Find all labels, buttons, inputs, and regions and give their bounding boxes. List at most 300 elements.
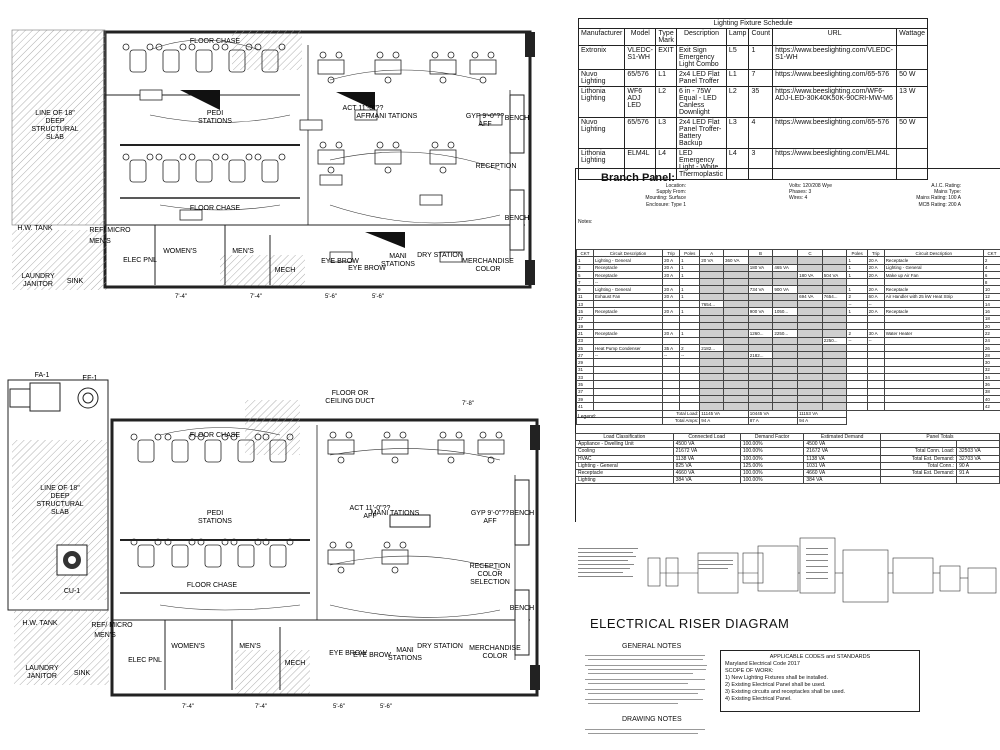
branch-cell: 29 xyxy=(577,359,594,366)
total-load-value: 11145 VA xyxy=(700,410,748,417)
schedule-cell: https://www.beeslighting.com/ELM4L xyxy=(773,149,897,180)
floor-plan-upper xyxy=(0,20,560,300)
panel-total-value: 91 A xyxy=(957,469,1000,476)
plan1-room-label: FLOOR CHASE xyxy=(189,38,241,45)
branch-cell: 504 VA xyxy=(822,271,847,278)
load-class-header: Load Classification xyxy=(576,434,674,441)
branch-cell xyxy=(867,352,884,359)
total-amps-label: Total Amps: xyxy=(663,417,700,424)
branch-label: Wires: 4 xyxy=(789,195,808,202)
branch-cell: 11 xyxy=(577,293,594,300)
branch-row xyxy=(577,330,1000,337)
branch-cell xyxy=(822,366,847,373)
branch-notes: Notes: xyxy=(578,219,593,225)
branch-cell xyxy=(798,279,823,286)
branch-cell xyxy=(700,286,724,293)
schedule-cell: https://www.beeslighting.com/65-576 xyxy=(773,70,897,87)
plan1-room-label: ELEC PNL xyxy=(123,257,157,264)
branch-header: CKT xyxy=(577,250,594,257)
schedule-cell: L1 xyxy=(656,70,677,87)
codes-line: 3) Existing circuits and receptacles shall be used. xyxy=(725,689,846,695)
branch-cell: 35 A xyxy=(663,344,680,351)
codes-title: APPLICABLE CODES and STANDARDS xyxy=(769,654,871,660)
branch-cell: Lighting - General xyxy=(593,257,662,264)
plan1-room-label: MEN'S xyxy=(89,238,111,245)
branch-cell xyxy=(884,344,983,351)
total-load-value: 11153 VA xyxy=(798,410,847,417)
schedule-row xyxy=(579,118,928,149)
branch-cell: 2250... xyxy=(822,337,847,344)
branch-label: Enclosure: Type 1 xyxy=(646,201,686,208)
general-notes-lines xyxy=(580,653,715,713)
schedule-cell: Lithonia Lighting xyxy=(579,149,625,180)
branch-cell: -- xyxy=(593,279,662,286)
branch-cell: 36 xyxy=(983,381,1000,388)
load-class-cell xyxy=(957,441,1000,448)
branch-cell xyxy=(798,257,823,264)
schedule-cell: L4 xyxy=(726,149,749,180)
pedi-chair xyxy=(263,539,293,567)
branch-cell xyxy=(773,381,798,388)
drawing-notes-lines xyxy=(580,727,715,747)
branch-header: C xyxy=(798,250,823,257)
schedule-header: Model xyxy=(625,29,656,46)
plan1-room-label: EYE BROW xyxy=(321,258,359,265)
load-class-cell: 125.00% xyxy=(740,462,804,469)
pedi-chair xyxy=(222,154,252,182)
branch-cell: -- xyxy=(593,352,662,359)
branch-cell xyxy=(680,395,700,402)
branch-cell: 15 xyxy=(577,308,594,315)
branch-cell xyxy=(724,403,749,410)
pedi-chair xyxy=(131,539,161,567)
schedule-cell: Nuvo Lighting xyxy=(579,118,625,149)
branch-row xyxy=(577,308,1000,315)
branch-cell xyxy=(680,403,700,410)
branch-cell: -- xyxy=(847,301,867,308)
schedule-cell: 35 xyxy=(749,87,773,118)
branch-cell xyxy=(748,395,773,402)
branch-cell xyxy=(867,381,884,388)
branch-cell: 7654... xyxy=(822,293,847,300)
schedule-cell: Extronix xyxy=(579,46,625,70)
branch-cell: 8 xyxy=(983,279,1000,286)
schedule-cell: 1 xyxy=(749,46,773,70)
branch-cell xyxy=(680,301,700,308)
load-class-cell: Lighting - General xyxy=(576,462,674,469)
branch-cell xyxy=(798,286,823,293)
branch-cell: 20 A xyxy=(867,271,884,278)
branch-label: Volts: 120/208 Wye xyxy=(789,183,833,189)
plan2-room-label: ELEC PNL xyxy=(128,657,162,664)
branch-cell: 37 xyxy=(577,388,594,395)
branch-cell xyxy=(867,322,884,329)
schedule-cell: 6 in - 75W Equal - LED Canless Downlight xyxy=(677,87,727,118)
plan2-room-label: REF/ MICRO xyxy=(91,622,133,629)
branch-cell: 20 A xyxy=(867,257,884,264)
branch-cell: 360 VA xyxy=(724,257,749,264)
plan2-room-label: ACT 11'-0"?? AFF xyxy=(349,505,391,520)
branch-label: A.I.C. Rating: xyxy=(931,183,961,189)
branch-panel-table xyxy=(576,249,1000,425)
branch-cell xyxy=(724,381,749,388)
branch-cell: 7654... xyxy=(700,301,724,308)
branch-header: CKT xyxy=(983,250,1000,257)
plan1-room-label: GYP 9'-0"?? AFF xyxy=(465,113,505,128)
branch-cell xyxy=(822,315,847,322)
branch-cell xyxy=(867,359,884,366)
total-amps-value: 94 A xyxy=(700,417,748,424)
branch-cell xyxy=(663,359,680,366)
branch-cell: Receptacle xyxy=(593,271,662,278)
branch-cell: 18 xyxy=(983,315,1000,322)
branch-cell xyxy=(593,359,662,366)
branch-cell xyxy=(773,403,798,410)
branch-cell xyxy=(847,381,867,388)
load-class-header: Connected Load xyxy=(673,434,740,441)
branch-cell xyxy=(593,388,662,395)
load-class-cell: 384 VA xyxy=(673,477,740,484)
branch-cell xyxy=(773,374,798,381)
branch-cell: 2 xyxy=(680,344,700,351)
branch-cell: 17 xyxy=(577,315,594,322)
plan2-room-label: MEN'S xyxy=(239,643,261,650)
branch-cell xyxy=(847,279,867,286)
branch-cell xyxy=(798,374,823,381)
branch-cell xyxy=(593,301,662,308)
branch-cell xyxy=(593,322,662,329)
plan2-room-label: EYE BROW xyxy=(329,650,367,657)
light-fixture xyxy=(420,195,442,205)
branch-cell: 20 A xyxy=(663,271,680,278)
branch-cell: 1 xyxy=(847,257,867,264)
mani-table xyxy=(328,542,354,573)
mani-table xyxy=(382,542,408,573)
branch-cell: 694 VA xyxy=(798,293,823,300)
branch-cell xyxy=(680,315,700,322)
branch-cell xyxy=(884,301,983,308)
plan2-room-label: PEDI STATIONS xyxy=(198,510,232,525)
load-class-cell: 4500 VA xyxy=(804,441,881,448)
branch-header xyxy=(724,250,749,257)
branch-cell xyxy=(700,352,724,359)
branch-cell: 38 xyxy=(983,388,1000,395)
schedule-header: Type Mark xyxy=(656,29,677,46)
branch-cell: 1 xyxy=(577,257,594,264)
branch-cell xyxy=(822,403,847,410)
branch-cell: 20 A xyxy=(663,293,680,300)
branch-header: Poles xyxy=(680,250,700,257)
load-class-row xyxy=(576,462,1000,469)
branch-cell: 1 xyxy=(680,271,700,278)
pedi-chair xyxy=(189,154,219,182)
load-class-cell: Appliance - Dwelling Unit xyxy=(576,441,674,448)
schedule-row xyxy=(579,70,928,87)
branch-cell xyxy=(724,337,749,344)
branch-cell xyxy=(748,374,773,381)
branch-cell xyxy=(700,330,724,337)
branch-cell: Make up Air Fan xyxy=(884,271,983,278)
branch-cell: Air Handler with 25 kW Heat Strip xyxy=(884,293,983,300)
schedule-header: Lamp xyxy=(726,29,749,46)
branch-cell xyxy=(663,374,680,381)
branch-cell xyxy=(748,301,773,308)
branch-cell xyxy=(748,337,773,344)
plan2-room-label: MANI STATIONS xyxy=(388,647,422,662)
branch-cell xyxy=(798,359,823,366)
branch-cell xyxy=(847,344,867,351)
plan2-room-label: FLOOR OR CEILING DUCT xyxy=(325,390,375,405)
mani-table xyxy=(318,142,344,173)
branch-cell: -- xyxy=(663,352,680,359)
branch-cell: 40 xyxy=(983,395,1000,402)
branch-cell: 2 xyxy=(847,330,867,337)
branch-cell: 900 VA xyxy=(773,286,798,293)
load-class-cell: 4500 VA xyxy=(673,441,740,448)
panel-total-label: Total Conn. Load: xyxy=(880,448,956,455)
branch-cell xyxy=(680,337,700,344)
branch-cell xyxy=(680,279,700,286)
branch-cell xyxy=(700,359,724,366)
branch-cell xyxy=(884,381,983,388)
plan2-room-label: RECEPTION COLOR SELECTION xyxy=(469,563,511,586)
codes-line: 4) Existing Electrical Panel. xyxy=(725,696,792,702)
branch-cell xyxy=(798,366,823,373)
load-class-header: Demand Factor xyxy=(740,434,804,441)
branch-cell xyxy=(884,337,983,344)
branch-cell xyxy=(822,308,847,315)
branch-cell xyxy=(748,388,773,395)
branch-cell: Receptacle xyxy=(884,257,983,264)
branch-cell xyxy=(724,279,749,286)
branch-header xyxy=(822,250,847,257)
branch-cell xyxy=(593,366,662,373)
schedule-header: Description xyxy=(677,29,727,46)
schedule-cell: L3 xyxy=(726,118,749,149)
branch-cell: 180 VA xyxy=(798,271,823,278)
branch-cell xyxy=(773,279,798,286)
plan1-room-label: LAUNDRY JANITOR xyxy=(21,273,55,288)
load-class-cell: Receptacle xyxy=(576,469,674,476)
pedi-chair xyxy=(156,154,186,182)
branch-row xyxy=(577,344,1000,351)
branch-cell xyxy=(748,293,773,300)
branch-header: B xyxy=(748,250,773,257)
light-fixture xyxy=(320,175,342,185)
schedule-header: URL xyxy=(773,29,897,46)
plan2-room-label: DRY STATION xyxy=(417,643,463,650)
branch-cell xyxy=(700,366,724,373)
pedi-chair xyxy=(231,539,261,567)
load-class-cell: 21672 VA xyxy=(804,448,881,455)
mani-table xyxy=(375,52,401,83)
branch-cell xyxy=(798,301,823,308)
branch-cell xyxy=(773,395,798,402)
branch-cell xyxy=(773,301,798,308)
branch-cell xyxy=(748,279,773,286)
plan2-dim-5: 7'-8" xyxy=(462,401,474,407)
branch-cell: 1 xyxy=(680,286,700,293)
plan1-room-label: FLOOR CHASE xyxy=(189,205,241,212)
branch-row xyxy=(577,279,1000,286)
branch-cell: 20 VA xyxy=(700,257,724,264)
branch-label: Mains Type: xyxy=(934,189,961,196)
plan2-room-label: SINK xyxy=(73,670,91,677)
pedi-chair xyxy=(198,539,228,567)
branch-cell: 25 xyxy=(577,344,594,351)
load-class-cell: 100.00% xyxy=(740,441,804,448)
load-class-cell: 21672 VA xyxy=(673,448,740,455)
branch-cell xyxy=(593,337,662,344)
schedule-cell: https://www.beeslighting.com/65-576 xyxy=(773,118,897,149)
branch-cell xyxy=(847,359,867,366)
plan2-room-label: FLOOR CHASE xyxy=(186,582,238,589)
branch-row xyxy=(577,359,1000,366)
total-amps-value: 87 A xyxy=(748,417,797,424)
branch-cell xyxy=(798,352,823,359)
branch-cell: 30 xyxy=(983,359,1000,366)
load-class-header: Estimated Demand xyxy=(804,434,881,441)
branch-cell: 31 xyxy=(577,366,594,373)
branch-cell xyxy=(593,395,662,402)
branch-cell xyxy=(700,381,724,388)
branch-cell xyxy=(680,388,700,395)
panel-total-label: Total Est. Demand: xyxy=(880,455,956,462)
branch-cell: 12 xyxy=(983,293,1000,300)
branch-cell xyxy=(663,337,680,344)
schedule-cell: ELM4L xyxy=(625,149,656,180)
branch-cell xyxy=(700,308,724,315)
branch-cell: Receptacle xyxy=(884,286,983,293)
total-amps-value: 94 A xyxy=(798,417,847,424)
branch-cell xyxy=(822,301,847,308)
load-class-cell: Lighting xyxy=(576,477,674,484)
pedi-chair xyxy=(255,154,285,182)
schedule-cell: Lithonia Lighting xyxy=(579,87,625,118)
riser-title: ELECTRICAL RISER DIAGRAM xyxy=(590,616,790,631)
branch-cell xyxy=(867,395,884,402)
panel-total-value: 32503 VA xyxy=(957,448,1000,455)
schedule-cell: L4 xyxy=(656,149,677,180)
schedule-cell: 3 xyxy=(749,149,773,180)
branch-cell xyxy=(867,374,884,381)
mani-table xyxy=(430,142,456,173)
branch-cell: 900 VA xyxy=(748,308,773,315)
branch-cell: Exhaust Fan xyxy=(593,293,662,300)
load-class-cell xyxy=(880,477,956,484)
branch-cell: 20 A xyxy=(663,308,680,315)
branch-mid-labels xyxy=(789,183,832,202)
plan2-room-label: LINE OF 18" DEEP STRUCTURAL SLAB xyxy=(36,485,84,516)
mani-table xyxy=(478,432,504,463)
branch-cell xyxy=(822,330,847,337)
schedule-cell: L2 xyxy=(726,87,749,118)
branch-row xyxy=(577,257,1000,264)
codes-line: SCOPE OF WORK: xyxy=(725,668,774,674)
branch-cell xyxy=(663,301,680,308)
branch-label: Phases: 3 xyxy=(789,189,812,196)
branch-cell xyxy=(748,271,773,278)
branch-cell xyxy=(700,403,724,410)
schedule-header: Count xyxy=(749,29,773,46)
plan2-room-label: LAUNDRY JANITOR xyxy=(25,665,59,680)
branch-cell xyxy=(773,388,798,395)
branch-cell: Water Heater xyxy=(884,330,983,337)
branch-cell: 30 A xyxy=(867,330,884,337)
branch-cell xyxy=(822,374,847,381)
pedi-chair xyxy=(123,154,153,182)
plan1-dim-4: 5'-6" xyxy=(372,294,384,300)
branch-cell xyxy=(748,322,773,329)
branch-cell: 32 xyxy=(983,366,1000,373)
schedule-cell: Exit Sign Emergency Light Combo xyxy=(677,46,727,70)
branch-cell xyxy=(700,264,724,271)
branch-cell: 16 xyxy=(983,308,1000,315)
branch-row xyxy=(577,286,1000,293)
plan1-room-label: PEDI STATIONS xyxy=(198,110,232,125)
branch-cell: -- xyxy=(867,337,884,344)
schedule-cell: L2 xyxy=(656,87,677,118)
branch-cell xyxy=(798,308,823,315)
branch-cell xyxy=(700,374,724,381)
plan2-room-label: FLOOR CHASE xyxy=(189,432,241,439)
schedule-cell: 50 W xyxy=(897,70,928,87)
branch-cell: 24 xyxy=(983,337,1000,344)
load-class-cell xyxy=(880,441,956,448)
schedule-header: Manufacturer xyxy=(579,29,625,46)
branch-cell xyxy=(884,366,983,373)
lighting-fixture-schedule xyxy=(578,18,928,180)
branch-row xyxy=(577,271,1000,278)
plan1-room-label: BENCH xyxy=(504,115,530,122)
branch-header xyxy=(773,250,798,257)
branch-cell xyxy=(663,381,680,388)
codes-line: Maryland Electrical Code 2017 xyxy=(725,661,800,667)
branch-cell xyxy=(822,279,847,286)
branch-cell: 20 A xyxy=(663,257,680,264)
branch-cell xyxy=(680,374,700,381)
plan2-dim-4: 5'-6" xyxy=(380,704,392,710)
schedule-cell: 7 xyxy=(749,70,773,87)
branch-cell: 1 xyxy=(680,293,700,300)
schedule-cell: VLEDC-S1-WH xyxy=(625,46,656,70)
schedule-cell: 4 xyxy=(749,118,773,149)
branch-cell: 20 xyxy=(983,322,1000,329)
branch-cell xyxy=(867,388,884,395)
branch-cell xyxy=(773,337,798,344)
branch-cell xyxy=(773,366,798,373)
load-class-cell: 1138 VA xyxy=(673,455,740,462)
schedule-cell: 65/576 xyxy=(625,70,656,87)
branch-cell: 20 A xyxy=(867,308,884,315)
branch-cell: 22 xyxy=(983,330,1000,337)
schedule-cell: 2x4 LED Flat Panel Troffer xyxy=(677,70,727,87)
branch-cell xyxy=(798,388,823,395)
branch-cell xyxy=(748,381,773,388)
plan1-dim-1: 7'-4" xyxy=(175,294,187,300)
branch-cell: 35 xyxy=(577,381,594,388)
branch-cell xyxy=(847,366,867,373)
schedule-row xyxy=(579,46,928,70)
branch-cell xyxy=(724,293,749,300)
branch-row xyxy=(577,293,1000,300)
branch-label: Mains Rating: 100 A xyxy=(916,195,961,202)
branch-header: Trip xyxy=(663,250,680,257)
branch-row xyxy=(577,337,1000,344)
branch-cell xyxy=(867,279,884,286)
plan1-dim-3: 5'-6" xyxy=(325,294,337,300)
branch-cell xyxy=(724,388,749,395)
